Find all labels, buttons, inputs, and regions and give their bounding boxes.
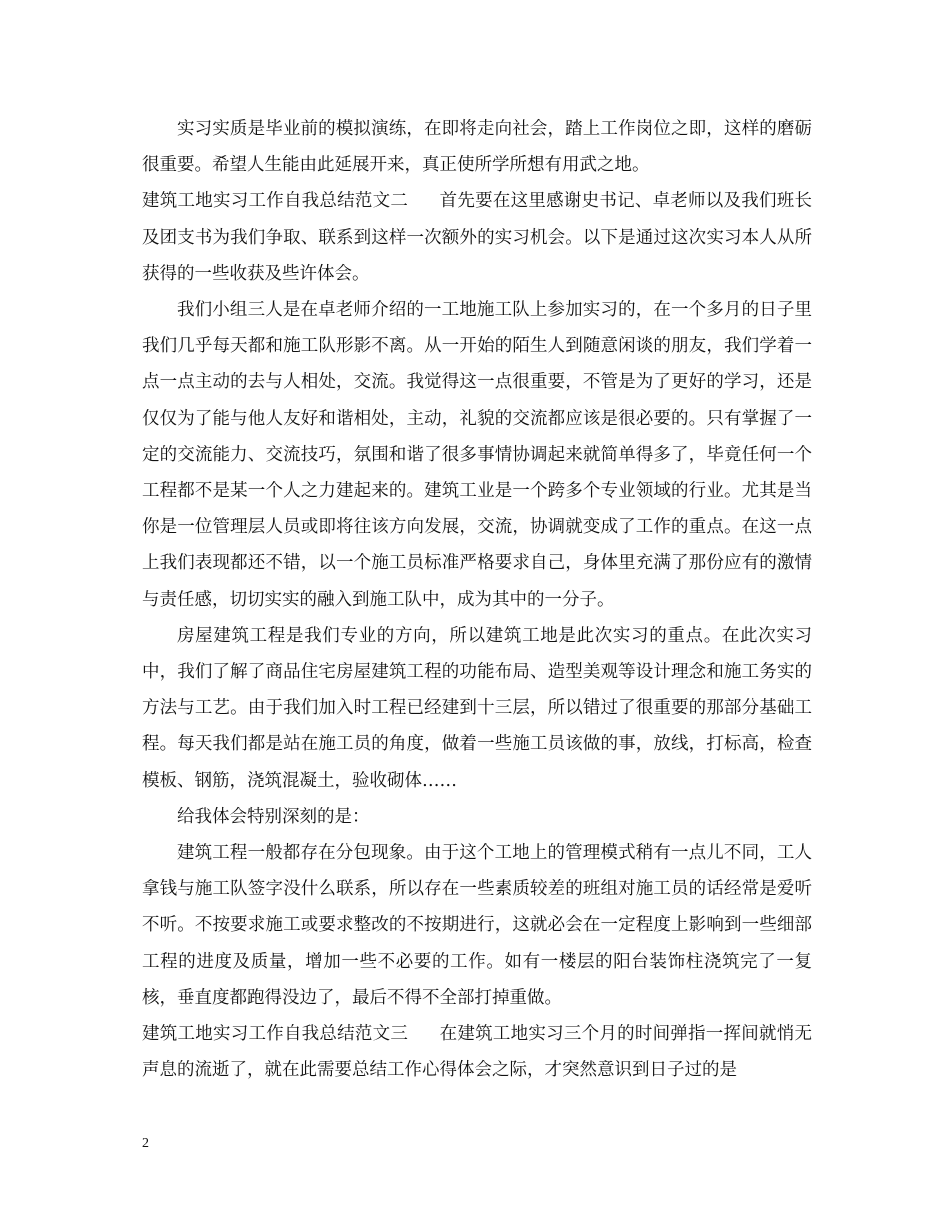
section-two-text: 首先要在这里感谢史书记、卓老师以及我们班长及团支书为我们争取、联系到这样一次额外的实习机会。以下是通过这次实习本人从所获得的一些收获及些许体会。 <box>142 191 813 284</box>
paragraph-deep-impression: 给我体会特别深刻的是： <box>177 806 370 827</box>
section-three-text: 在建筑工地实习三个月的时间弹指一挥间就悄无声息的流逝了，就在此需要总结工作心得体会之际，才突然意识到日子过的是 <box>142 1024 813 1081</box>
section-three-heading: 建筑工地实习工作自我总结范文三 <box>142 1024 409 1045</box>
paragraph-team-communication: 我们小组三人是在卓老师介绍的一工地施工队上参加实习的，在一个多月的日子里我们几乎每天都和施工队形影不离。从一开始的陌生人到随意闲谈的朋友，我们学着一点一点主动的去与人相处，交流。我觉得这一点很重要，不管是为了更好的学习，还是仅仅为了能与他人友好和谐相处，主动，礼貌的交流都应该是很必要的。只有掌握了一定的交流能力、交流技巧，氛围和谐了很多事情协调起来就简单得多了，毕竟任何一个工程都不是某一个人之力建起来的。建筑工业是一个跨多个专业领域的行业。尤其是当你是一位管理层人员或即将往该方向发展，交流，协调就变成了工作的重点。在这一点上我们表现都还不错，以一个施工员标准严格要求自己，身体里充满了那份应有的激情与责任感，切切实实的融入到施工队中，成为其中的一分子。 <box>142 300 812 610</box>
paragraph-building-engineering: 房屋建筑工程是我们专业的方向，所以建筑工地是此次实习的重点。在此次实习中，我们了解了商品住宅房屋建筑工程的功能布局、造型美观等设计理念和施工务实的方法与工艺。由于我们加入时工程已经建到十三层，所以错过了很重要的那部分基础工程。每天我们都是站在施工员的角度，做着一些施工员该做的事，放线，打标高，检查模板、钢筋，浇筑混凝土，验收砌体…… <box>142 625 812 791</box>
document-body <box>142 111 812 1088</box>
section-three <box>142 1016 812 1088</box>
paragraph-subcontracting: 建筑工程一般都存在分包现象。由于这个工地上的管理模式稍有一点儿不同，工人拿钱与施工队签字没什么联系，所以存在一些素质较差的班组对施工员的话经常是爱听不听。不按要求施工或要求整改的不按期进行，这就必会在一定程度上影响到一些细部工程的进度及质量，增加一些不必要的工作。如有一楼层的阳台装饰柱浇筑完了一复核，垂直度都跑得没边了，最后不得不全部打掉重做。 <box>142 843 812 1008</box>
page-number: 2 <box>142 1136 149 1151</box>
paragraph-internship-essence: 实习实质是毕业前的模拟演练，在即将走向社会，踏上工作岗位之即，这样的磨砺很重要。希望人生能由此延展开来，真正使所学所想有用武之地。 <box>142 119 812 176</box>
section-two <box>142 183 812 292</box>
section-two-heading: 建筑工地实习工作自我总结范文二 <box>142 191 409 212</box>
